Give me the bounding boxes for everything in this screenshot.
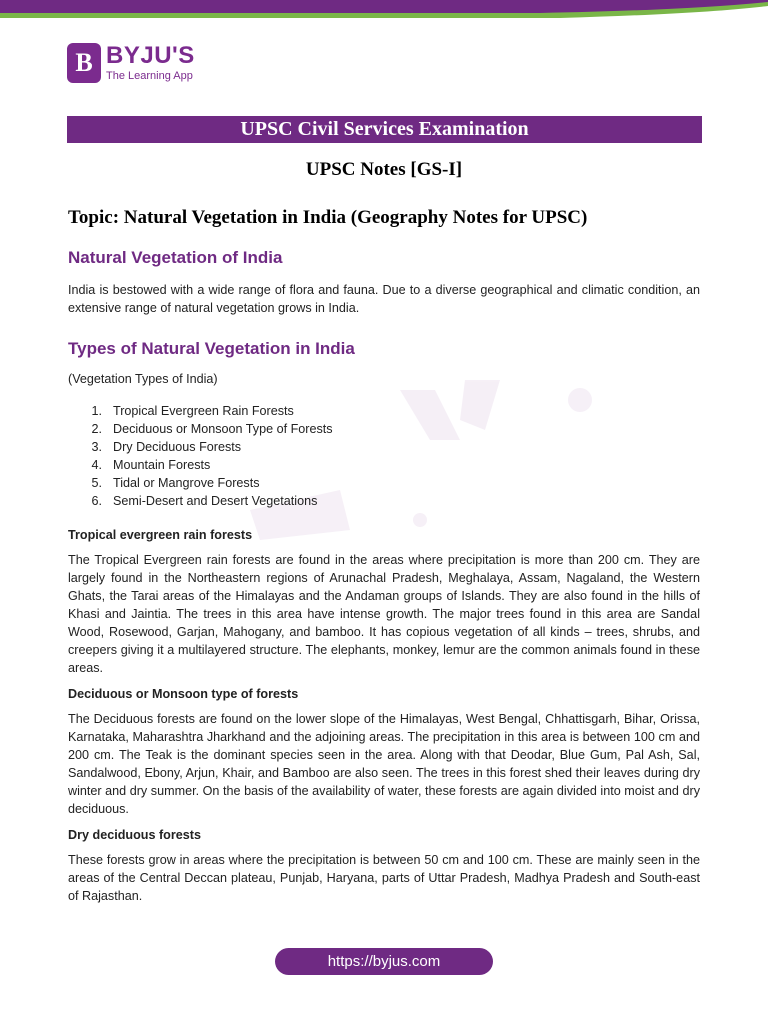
header-decorative-band [0,0,768,22]
list-item: 3. Dry Deciduous Forests [91,440,242,454]
section-heading-natural-vegetation: Natural Vegetation of India [68,248,283,267]
vegetation-types-list [68,402,700,510]
paragraph-tropical: The Tropical Evergreen rain forests are found in the areas where precipitation is more than 200 cm. They are largely found in the Northeastern regions of Arunachal Pradesh, Meghalaya, Assam, Nagaland, the Western Ghats, the Tarai areas of the Himalayas and the Andaman groups of Islands. They are also found in the hills of Khasi and Jaintia. The trees in this area have intense growth. The major trees found in this area are Sandal Wood, Rosewood, Garjan, Mahogany, and bamboo. It has copious vegetation of all kinds – trees, shrubs, and creepers giving it a multilayered structure. The elephants, monkey, lemur are the common animals found in these areas. [68,553,700,675]
logo-tagline: The Learning App [106,70,193,82]
paragraph-dry-deciduous: These forests grow in areas where the precipitation is between 50 cm and 100 cm. These are mainly seen in the areas of the Central Deccan plateau, Punjab, Haryana, parts of Uttar Pradesh, Madhya Pradesh and South-east of Rajasthan. [68,853,700,903]
paragraph-intro: India is bestowed with a wide range of flora and fauna. Due to a diverse geographical and climatic condition, an extensive range of natural vegetation grows in India. [68,283,700,315]
section-heading-types: Types of Natural Vegetation in India [68,339,355,358]
list-item: 2. Deciduous or Monsoon Type of Forests [91,422,333,436]
logo-mark: B [67,43,101,83]
list-item: 6. Semi-Desert and Desert Vegetations [91,494,318,508]
byjus-logo [67,43,195,83]
list-item: 1. Tropical Evergreen Rain Forests [91,404,294,418]
paragraph-note: (Vegetation Types of India) [68,372,218,386]
list-item: 4. Mountain Forests [91,458,211,472]
footer-url-link[interactable]: https://byjus.com [275,948,493,975]
subheading-deciduous: Deciduous or Monsoon type of forests [68,687,299,701]
exam-title-bar: UPSC Civil Services Examination [67,116,702,143]
subheading-dry-deciduous: Dry deciduous forests [68,828,201,842]
document-body [68,248,700,905]
topic-heading: Topic: Natural Vegetation in India (Geography Notes for UPSC) [68,207,588,228]
list-item: 5. Tidal or Mangrove Forests [91,476,260,490]
logo-name: BYJU'S [106,42,195,69]
paragraph-deciduous: The Deciduous forests are found on the lower slope of the Himalayas, West Bengal, Chhattisgarh, Bihar, Orissa, Karnataka, Maharashtra Jharkhand and the adjoining areas. The precipitation in this area is between 100 cm and 200 cm. The Teak is the dominant species seen in the area. Along with that Deodar, Blue Gum, Pal Ash, Sal, Sandalwood, Ebony, Arjun, Khair, and Bamboo are also seen. The trees in this forest shed their leaves during dry winter and dry summer. On the basis of the availability of water, these forests are again divided into moist and dry deciduous. [68,712,700,816]
subheading-tropical: Tropical evergreen rain forests [68,528,253,542]
notes-subtitle: UPSC Notes [GS-I] [305,159,463,180]
